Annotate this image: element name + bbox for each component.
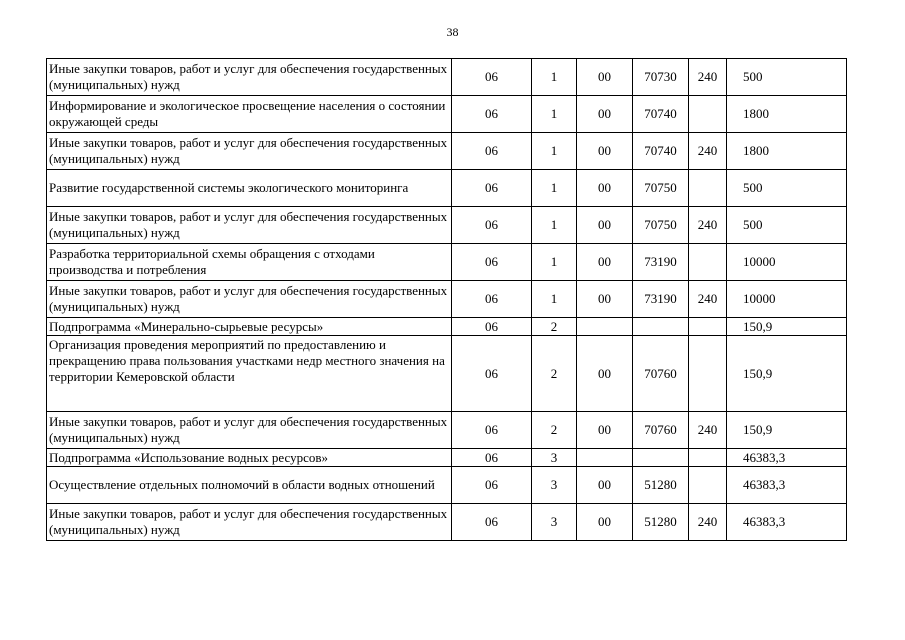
expense-type-code: 240 xyxy=(689,59,727,96)
sub-code: 00 xyxy=(577,96,633,133)
subprogram-code: 1 xyxy=(532,133,577,170)
sub-code: 00 xyxy=(577,244,633,281)
amount: 46383,3 xyxy=(727,504,847,541)
amount: 150,9 xyxy=(727,318,847,336)
table-row xyxy=(47,96,847,133)
item-name: Развитие государственной системы экологического мониторинга xyxy=(47,170,452,207)
item-name: Разработка территориальной схемы обращения с отходами производства и потребления xyxy=(47,244,452,281)
item-name: Иные закупки товаров, работ и услуг для обеспечения государственных (муниципальных) нужд xyxy=(47,207,452,244)
direction-code: 70740 xyxy=(633,96,689,133)
item-name: Иные закупки товаров, работ и услуг для обеспечения государственных (муниципальных) нужд xyxy=(47,412,452,449)
direction-code: 70760 xyxy=(633,412,689,449)
section-code: 06 xyxy=(452,244,532,281)
section-code: 06 xyxy=(452,412,532,449)
table-row xyxy=(47,133,847,170)
subprogram-code: 1 xyxy=(532,281,577,318)
direction-code: 70730 xyxy=(633,59,689,96)
sub-code: 00 xyxy=(577,170,633,207)
subprogram-code: 1 xyxy=(532,170,577,207)
subprogram-code: 3 xyxy=(532,504,577,541)
expense-type-code: 240 xyxy=(689,207,727,244)
expense-type-code xyxy=(689,244,727,281)
table-row xyxy=(47,59,847,96)
expense-type-code: 240 xyxy=(689,133,727,170)
table-row xyxy=(47,504,847,541)
table-row xyxy=(47,281,847,318)
direction-code: 51280 xyxy=(633,467,689,504)
amount: 150,9 xyxy=(727,336,847,412)
direction-code: 73190 xyxy=(633,281,689,318)
amount: 10000 xyxy=(727,281,847,318)
direction-code: 70760 xyxy=(633,336,689,412)
subprogram-code: 2 xyxy=(532,318,577,336)
direction-code: 70740 xyxy=(633,133,689,170)
direction-code: 73190 xyxy=(633,244,689,281)
amount: 1800 xyxy=(727,96,847,133)
subprogram-code: 1 xyxy=(532,207,577,244)
section-code: 06 xyxy=(452,96,532,133)
item-name: Подпрограмма «Минерально-сырьевые ресурсы» xyxy=(47,318,452,336)
subprogram-code: 2 xyxy=(532,412,577,449)
expense-type-code xyxy=(689,170,727,207)
subprogram-code: 1 xyxy=(532,59,577,96)
sub-code: 00 xyxy=(577,59,633,96)
sub-code: 00 xyxy=(577,207,633,244)
amount: 46383,3 xyxy=(727,449,847,467)
table-row xyxy=(47,412,847,449)
page-number: 38 xyxy=(446,25,459,39)
item-name: Осуществление отдельных полномочий в области водных отношений xyxy=(47,467,452,504)
expense-type-code: 240 xyxy=(689,412,727,449)
item-name: Подпрограмма «Использование водных ресурсов» xyxy=(47,449,452,467)
budget-table xyxy=(46,58,847,541)
section-code: 06 xyxy=(452,170,532,207)
direction-code: 70750 xyxy=(633,170,689,207)
section-code: 06 xyxy=(452,318,532,336)
table-row xyxy=(47,318,847,336)
expense-type-code: 240 xyxy=(689,281,727,318)
item-name: Иные закупки товаров, работ и услуг для обеспечения государственных (муниципальных) нужд xyxy=(47,504,452,541)
expense-type-code xyxy=(689,318,727,336)
section-code: 06 xyxy=(452,449,532,467)
table-row xyxy=(47,467,847,504)
subprogram-code: 3 xyxy=(532,449,577,467)
sub-code: 00 xyxy=(577,504,633,541)
section-code: 06 xyxy=(452,504,532,541)
expense-type-code: 240 xyxy=(689,504,727,541)
amount: 10000 xyxy=(727,244,847,281)
section-code: 06 xyxy=(452,336,532,412)
item-name: Иные закупки товаров, работ и услуг для обеспечения государственных (муниципальных) нужд xyxy=(47,133,452,170)
item-name: Организация проведения мероприятий по предоставлению и прекращению права пользования участками недр местного значения на территории Кемеровской области xyxy=(47,336,452,412)
sub-code: 00 xyxy=(577,467,633,504)
sub-code: 00 xyxy=(577,336,633,412)
section-code: 06 xyxy=(452,207,532,244)
section-code: 06 xyxy=(452,281,532,318)
direction-code: 70750 xyxy=(633,207,689,244)
table-row xyxy=(47,170,847,207)
expense-type-code xyxy=(689,336,727,412)
item-name: Иные закупки товаров, работ и услуг для обеспечения государственных (муниципальных) нужд xyxy=(47,59,452,96)
direction-code: 51280 xyxy=(633,504,689,541)
section-code: 06 xyxy=(452,133,532,170)
sub-code: 00 xyxy=(577,281,633,318)
direction-code xyxy=(633,318,689,336)
subprogram-code: 1 xyxy=(532,96,577,133)
table-row xyxy=(47,207,847,244)
table-row xyxy=(47,449,847,467)
expense-type-code xyxy=(689,96,727,133)
subprogram-code: 3 xyxy=(532,467,577,504)
section-code: 06 xyxy=(452,467,532,504)
subprogram-code: 2 xyxy=(532,336,577,412)
direction-code xyxy=(633,449,689,467)
subprogram-code: 1 xyxy=(532,244,577,281)
section-code: 06 xyxy=(452,59,532,96)
sub-code: 00 xyxy=(577,412,633,449)
amount: 46383,3 xyxy=(727,467,847,504)
sub-code xyxy=(577,318,633,336)
item-name: Информирование и экологическое просвещение населения о состоянии окружающей среды xyxy=(47,96,452,133)
table-row xyxy=(47,244,847,281)
amount: 150,9 xyxy=(727,412,847,449)
amount: 500 xyxy=(727,59,847,96)
item-name: Иные закупки товаров, работ и услуг для обеспечения государственных (муниципальных) нужд xyxy=(47,281,452,318)
amount: 500 xyxy=(727,170,847,207)
sub-code xyxy=(577,449,633,467)
sub-code: 00 xyxy=(577,133,633,170)
amount: 500 xyxy=(727,207,847,244)
expense-type-code xyxy=(689,449,727,467)
amount: 1800 xyxy=(727,133,847,170)
table-row xyxy=(47,336,847,412)
expense-type-code xyxy=(689,467,727,504)
